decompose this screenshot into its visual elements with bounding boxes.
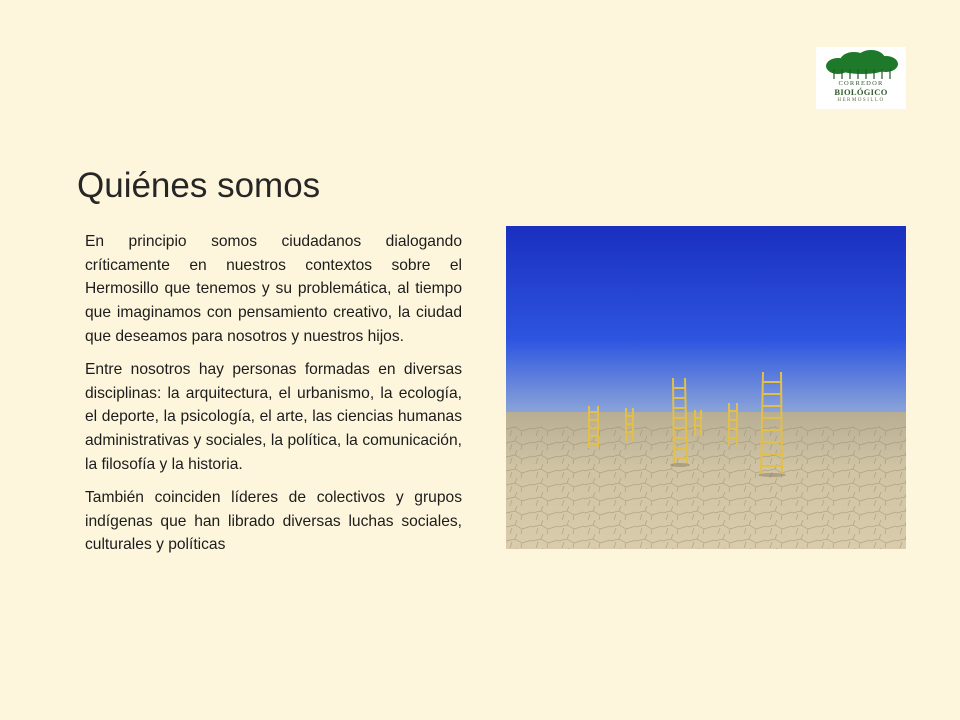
slide-title: Quiénes somos bbox=[77, 166, 321, 205]
paragraph-intro: En principio somos ciudadanos dialogando críticamente en nuestros contextos sobre el Hermosillo que tenemos y su problemática, al tiempo que imaginamos con pensamiento creativo, la ciudad que deseamos para nosotros y nuestros hijos. bbox=[85, 233, 462, 345]
corredor-biologico-logo bbox=[816, 47, 906, 109]
ladders-desert-photo bbox=[506, 226, 906, 549]
body-text bbox=[85, 230, 462, 567]
logo-line-hermosillo: HERMOSILLO bbox=[837, 98, 885, 103]
logo-line-corredor: CORREDOR bbox=[838, 80, 884, 87]
logo-line-biologico: BIOLÓGICO bbox=[834, 87, 888, 97]
tree-icon bbox=[816, 47, 906, 81]
paragraph-disciplines: Entre nosotros hay personas formadas en diversas disciplinas: la arquitectura, el urbanismo, la ecología, el deporte, la psicología, el arte, las ciencias humanas administrativas y sociales, la política, la comunicación, la filosofía y la historia. bbox=[85, 361, 462, 473]
paragraph-leaders: También coinciden líderes de colectivos y grupos indígenas que han librado diversas luchas sociales, culturales y políticas bbox=[85, 489, 462, 554]
